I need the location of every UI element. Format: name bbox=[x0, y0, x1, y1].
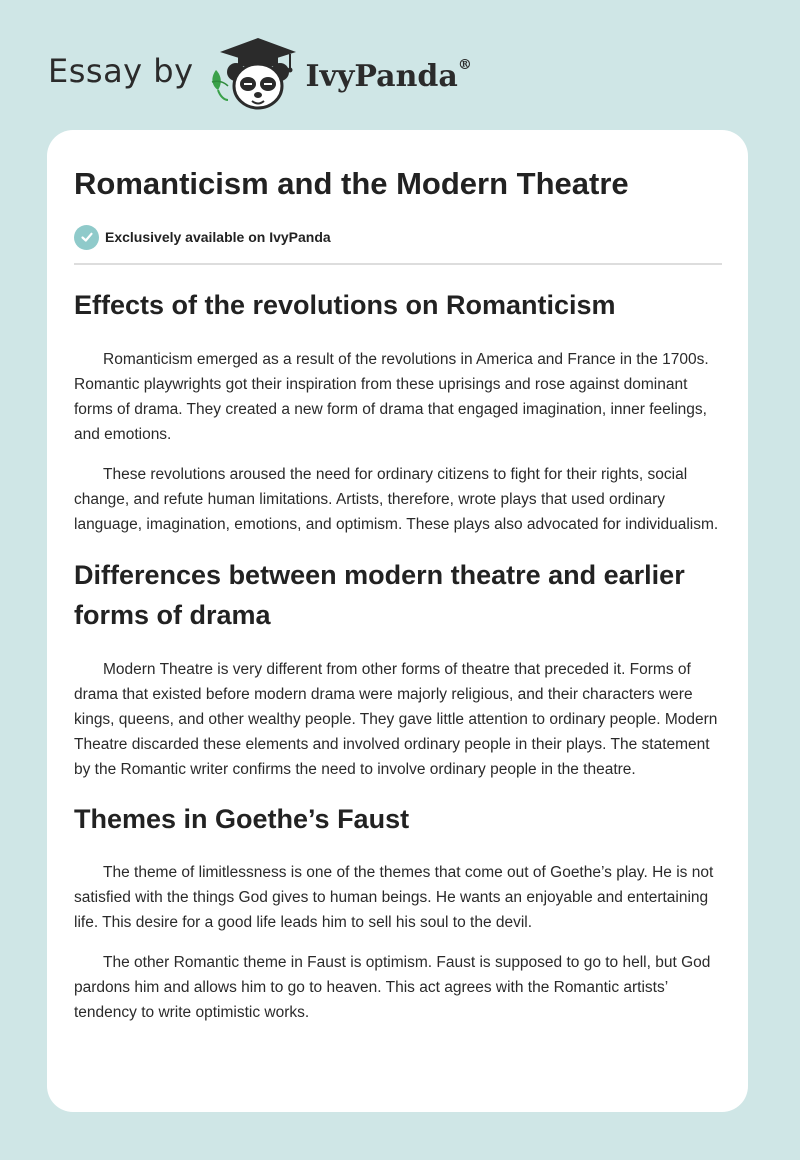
paragraph: These revolutions aroused the need for ordinary citizens to fight for their rights, social change, and refute human limitations. Artists, therefore, wrote plays that used ordinary language, imagination, emotions, and optimism. These plays also advocated for individualism. bbox=[74, 466, 719, 533]
brand-prefix: Essay by bbox=[48, 52, 194, 90]
paragraph: The other Romantic theme in Faust is optimism. Faust is supposed to go to hell, but God pardons him and allows him to go to heaven. This act agrees with the Romantic artists’ tendency to write optimistic works. bbox=[74, 954, 711, 1021]
paragraph: Romanticism emerged as a result of the revolutions in America and France in the 1700s. Romantic playwrights got their inspiration from these uprisings and rose against dominant forms of drama. They created a new form of drama that engaged imagination, inner feelings, and emotions. bbox=[74, 351, 709, 443]
brand-name bbox=[305, 56, 472, 94]
badge-label: Exclusively available on IvyPanda bbox=[105, 229, 331, 245]
section-effects-of-revolutions bbox=[74, 285, 722, 537]
title-divider bbox=[74, 263, 722, 265]
check-circle-icon bbox=[74, 225, 99, 250]
paragraph: The theme of limitlessness is one of the themes that come out of Goethe’s play. He is not satisfied with the things God gives to human beings. He wants an enjoyable and entertaining life. This desire for a good life leads him to sell his soul to the devil. bbox=[74, 864, 714, 931]
registered-mark: ® bbox=[457, 56, 472, 73]
section-heading: Effects of the revolutions on Romanticism bbox=[74, 290, 616, 320]
paragraph: Modern Theatre is very different from other forms of theatre that preceded it. Forms of drama that existed before modern drama were majorly religious, and their characters were kings, queens, and other wealthy people. They gave little attention to ordinary people. Modern Theatre discarded these elements and involved ordinary people in their plays. The statement by the Romantic writer confirms the need to involve ordinary people in the theatre. bbox=[74, 661, 718, 778]
panda-graduate-icon bbox=[208, 34, 300, 114]
section-differences-modern-theatre bbox=[74, 555, 722, 782]
exclusive-badge bbox=[74, 224, 722, 250]
brand-name-text: IvyPanda bbox=[305, 58, 458, 94]
section-heading: Differences between modern theatre and earlier forms of drama bbox=[74, 560, 685, 630]
ivy-leaf-icon bbox=[212, 70, 228, 100]
section-themes-in-faust bbox=[74, 799, 722, 1025]
essay-card bbox=[47, 130, 748, 1112]
brand-header[interactable] bbox=[48, 34, 472, 114]
page-title: Romanticism and the Modern Theatre bbox=[74, 166, 629, 201]
section-heading: Themes in Goethe’s Faust bbox=[74, 804, 410, 834]
